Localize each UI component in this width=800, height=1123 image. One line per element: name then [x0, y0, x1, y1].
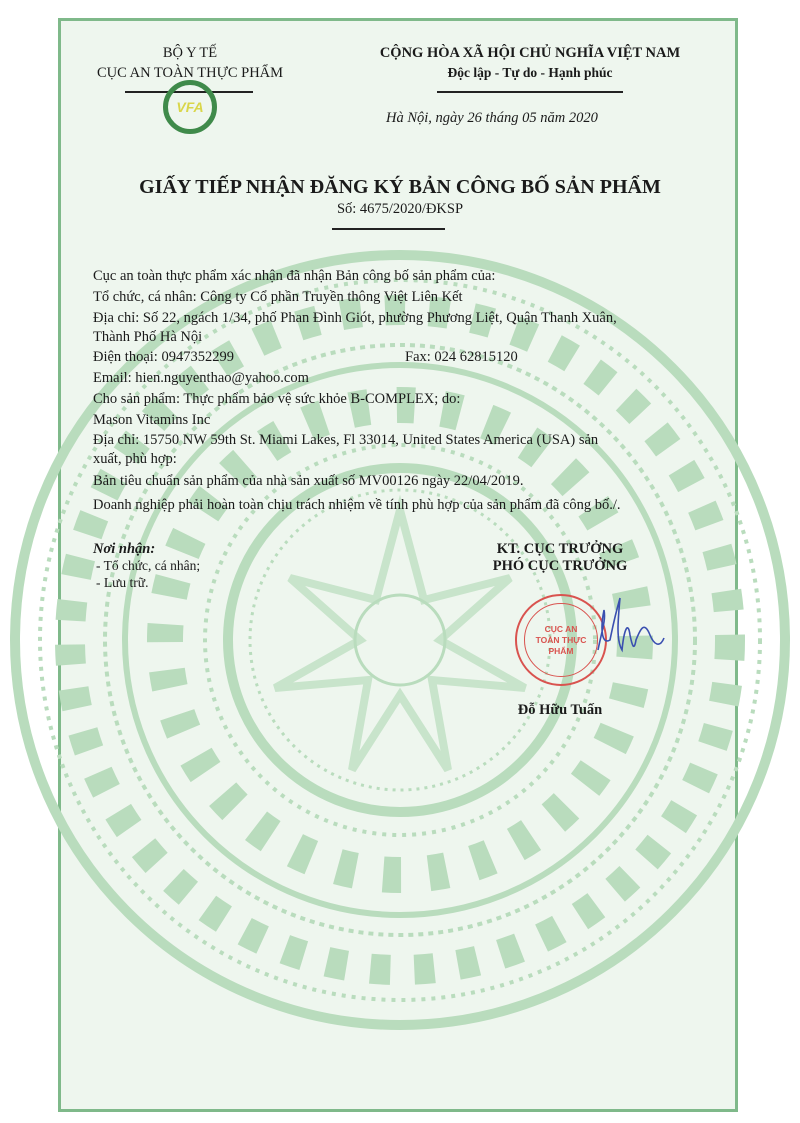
ministry-name: BỘ Y TẾ [162, 45, 218, 61]
document-title: GIẤY TIẾP NHẬN ĐĂNG KÝ BẢN CÔNG BỐ SẢN PHẨM [139, 176, 661, 198]
vfa-logo-text: VFA [176, 99, 204, 115]
document-number: Số: 4675/2020/ĐKSP [336, 201, 464, 217]
recipients-label: Nơi nhận: [93, 541, 156, 557]
phone: Điện thoại: 0947352299 [93, 349, 234, 365]
stamp-text: CỤC AN TOÀN THỰC PHẨM [535, 623, 587, 656]
title-rule [332, 228, 445, 230]
fax: Fax: 024 62815120 [405, 349, 518, 365]
recipient-item: - Tổ chức, cá nhân; [96, 558, 201, 573]
organization: Tổ chức, cá nhân: Công ty Cổ phần Truyền thông Việt Liên Kết [93, 289, 463, 305]
vfa-logo [163, 80, 217, 134]
manufacturer: Mason Vitamins Inc [93, 412, 211, 428]
signer-name: Đỗ Hữu Tuấn [517, 702, 603, 718]
recipient-item: - Lưu trữ. [96, 575, 149, 590]
handwritten-signature [588, 590, 668, 670]
product-standard: Bản tiêu chuẩn sản phẩm của nhà sản xuất số MV00126 ngày 22/04/2019. [93, 473, 524, 489]
email: Email: hien.nguyenthao@yahoo.com [93, 370, 309, 386]
responsibility-statement: Doanh nghiệp phải hoàn toàn chịu trách nhiệm về tính phù hợp của sản phẩm đã công bố./. [93, 497, 621, 513]
address-line-1: Địa chỉ: Số 22, ngách 1/34, phố Phan Đình Giót, phường Phương Liệt, Quận Thanh Xuân, [93, 310, 617, 326]
manufacturer-address-1: Địa chỉ: 15750 NW 59th St. Miami Lakes, Fl 33014, United States America (USA) sản [93, 432, 599, 448]
signature-title-2: PHÓ CỤC TRƯỞNG [492, 558, 628, 574]
motto: Độc lập - Tự do - Hạnh phúc [447, 65, 613, 80]
agency-name: CỤC AN TOÀN THỰC PHẨM [96, 65, 284, 81]
header-right-rule [437, 91, 623, 93]
manufacturer-address-2: xuất, phù hợp: [93, 451, 177, 467]
product: Cho sản phẩm: Thực phẩm bảo vệ sức khỏe B-COMPLEX; do: [93, 391, 461, 407]
intro-text: Cục an toàn thực phẩm xác nhận đã nhận Bản công bố sản phẩm của: [93, 268, 496, 284]
address-line-2: Thành Phố Hà Nội [93, 329, 203, 345]
signature-title-1: KT. CỤC TRƯỞNG [496, 541, 624, 557]
country-name: CỘNG HÒA XÃ HỘI CHỦ NGHĨA VIỆT NAM [379, 45, 681, 61]
place-date: Hà Nội, ngày 26 tháng 05 năm 2020 [386, 110, 598, 126]
